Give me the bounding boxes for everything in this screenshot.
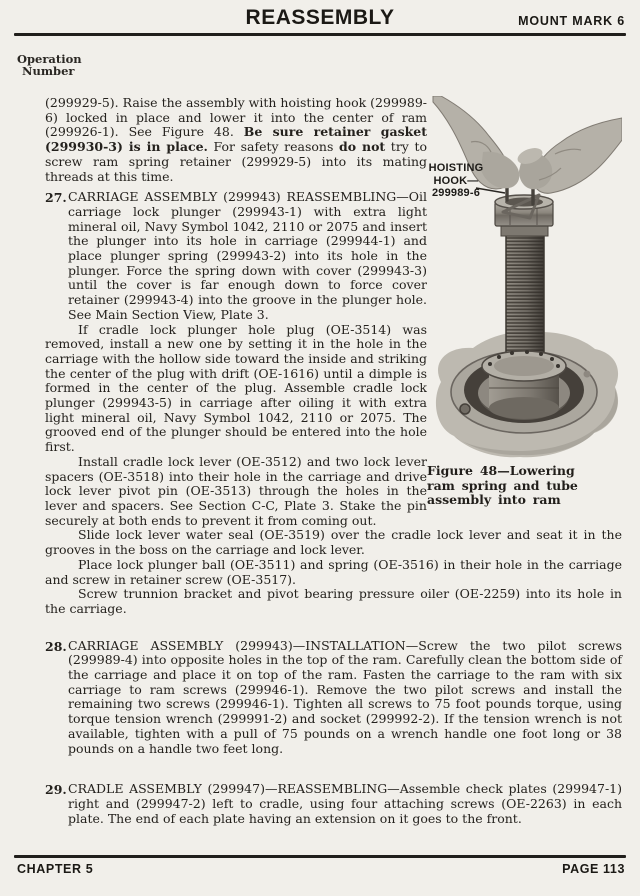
hoisting-hook-label-line2: HOOK— (433, 174, 479, 187)
tube-cap (495, 195, 553, 236)
hoisting-hook-part-number: 299989-6 (431, 187, 481, 199)
operation-27-paragraph-5: Place lock plunger ball (OE-3511) and spring (OE-3516) in their hole in the carriage and screw in retainer screw (OE-3517). (45, 556, 622, 587)
figure-48 (427, 96, 622, 528)
mount-mark-label: MOUNT MARK 6 (518, 14, 625, 28)
operation-number-heading (17, 54, 82, 77)
page-title: REASSEMBLY (245, 6, 395, 29)
operation-27-lead: CARRIAGE ASSEMBLY (299943) REASSEMBLING—Oil carriage lock plunger (299943-1) with extra light mineral oil, Navy Symbol 1042, 2110 or 2075 and insert the plunger into its hole in carriage (299944-1) and place plunger spring (299943-2) into its hole in the plunger. Force the spring down with cover (299943-3) until the cover is far enough down to force cover retainer (299943-4) into the groove in the plunger hole. See Main Section View, Plate 3. (68, 189, 427, 322)
spring-tube (506, 234, 544, 364)
operation-27-paragraph-6: Screw trunnion bracket and pivot bearing pressure oiler (OE-2259) into its hole in the carriage. (45, 586, 622, 616)
header-rule (14, 33, 626, 36)
operation-28-text: CARRIAGE ASSEMBLY (299943)—INSTALLATION—Screw the two pilot screws (299989-4) into opposite holes in the top of the ram. Carefully clean the bottom side of the carriage and place it on top of the ram. Fasten the carriage to the ram with six carriage to ram screws (299946-1). Remove the two pilot screws and install the remaining two screws (299946-1). Tighten all screws to 75 foot pounds torque, using torque tension wrench (299991-2) and socket (299992-2). If the tension wrench is not available, tighten with a pull of 75 pounds on a wrench handle one foot long or 38 pounds on a handle two feet long. (68, 637, 622, 756)
footer-chapter: CHAPTER 5 (17, 862, 94, 876)
operation-28-heading: CARRIAGE ASSEMBLY (299943)—INSTALLATION— (68, 637, 419, 653)
page-body (45, 96, 622, 826)
intro-text: (299929-5). Raise the assembly with hoisting hook (299989-6) locked in place and lower it into the center of ram (299926-1). See Figure 48. (45, 95, 427, 140)
operation-29-text: CRADLE ASSEMBLY (299947)—REASSEMBLING—Assemble check plates (299947-1) right and (299947-2) left to cradle, using four attaching screws (OE-2263) in each plate. The end of each plate having an extension on it goes to the front. (68, 781, 622, 826)
operation-27-heading: CARRIAGE ASSEMBLY (299943) REASSEMBLING— (68, 189, 409, 205)
operation-29 (45, 781, 622, 826)
figure-caption: Figure 48—Lowering ram spring and tube assembly into ram (427, 463, 578, 508)
operation-29-number: 29. (45, 782, 67, 798)
intro-bold-do-not: do not (338, 139, 386, 155)
text-column (45, 96, 427, 528)
operation-label-line1: Operation (17, 52, 82, 66)
intro-bold-warning: Be sure retainer gasket (299930-3) is in place. (45, 124, 427, 155)
operation-27-paragraph-4: Slide lock lever water seal (OE-3519) over the cradle lock lever and seat it in the grooves in the boss on the carriage and lock lever. (45, 527, 622, 558)
operation-27-paragraph-2: If cradle lock plunger hole plug (OE-3514) was removed, install a new one by setting it in the hole in the carriage with the hollow side toward the inside and striking the center of the plug with drift (OE-1616) until a dimple is formed in the center of the plug. Assemble cradle lock plunger (299943-5) in carriage after oiling it with extra light mineral oil, Navy Symbol 1042, 2110 or 2075. The grooved end of the plunger should be entered into the hole first. (45, 321, 427, 455)
operation-27-number: 27. (45, 190, 67, 206)
operation-label-line2: Number (22, 63, 75, 78)
text-and-figure-columns (45, 96, 622, 528)
paragraph-intro-continuation: (299929-5). Raise the assembly with hoisting hook (299989-6) locked in place and lower it into the center of ram (299926-1). See Figure 48. Be sure retainer gasket (299930-3) is in place. For safety reasons do not try to screw ram spring retainer (299929-5) into its mating threads at this time. (45, 95, 427, 184)
operation-27-paragraph-3: Install cradle lock lever (OE-3512) and two lock lever spacers (OE-3518) into their hole in the carriage and drive lock lever pivot pin (OE-3513) through the holes in the lever and spacers. See Section C-C, Plate 3. Stake the pin securely at both ends to prevent it from coming out. (45, 453, 427, 528)
operation-28 (45, 637, 622, 757)
hoisting-hook-label (427, 162, 485, 200)
operation-29-heading: CRADLE ASSEMBLY (299947)—REASSEMBLING— (68, 781, 400, 797)
hoisting-hook-label-line1: HOISTING (428, 162, 484, 174)
footer-page-number: PAGE 113 (562, 862, 625, 876)
operation-27 (45, 189, 427, 322)
flange (482, 350, 566, 381)
operation-28-number: 28. (45, 638, 67, 654)
footer-rule (14, 855, 626, 858)
figure-48-illustration (427, 96, 622, 464)
